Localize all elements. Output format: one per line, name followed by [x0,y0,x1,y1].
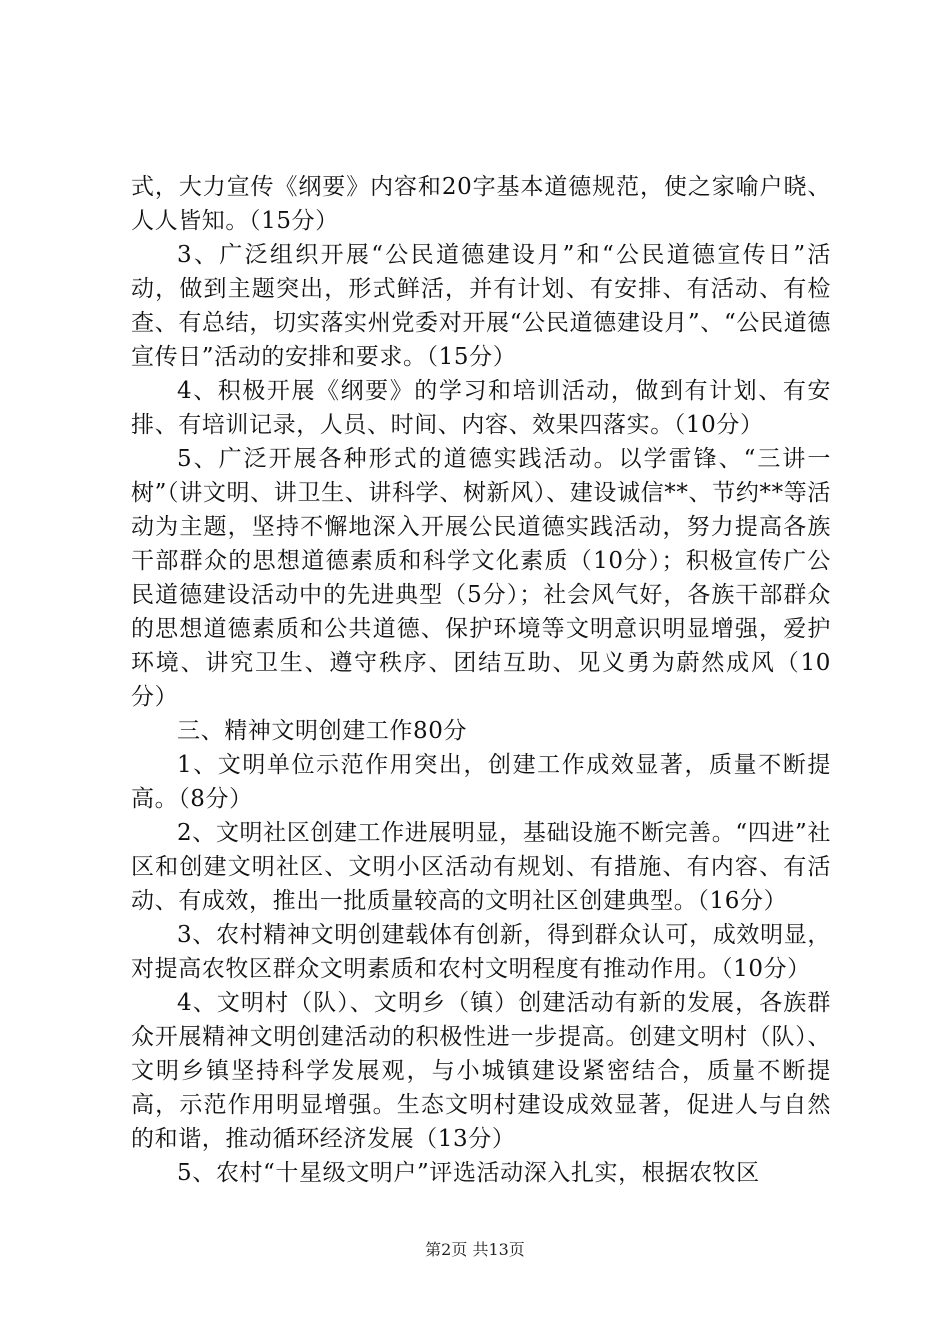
paragraph-8: 3、农村精神文明创建载体有创新，得到群众认可，成效明显，对提高农牧区群众文明素质和农村文明程度有推动作用。（10分） [131,922,831,982]
paragraph-6: 1、文明单位示范作用突出，创建工作成效显著，质量不断提高。（8分） [131,752,831,812]
paragraph-10: 5、农村“十星级文明户”评选活动深入扎实，根据农牧区 [177,1160,760,1186]
section-heading: 三、精神文明创建工作80分 [177,718,468,744]
paragraph-1: 式，大力宣传《纲要》内容和20字基本道德规范，使之家喻户晓、人人皆知。（15分） [131,174,831,234]
paragraph-3: 4、积极开展《纲要》的学习和培训活动，做到有计划、有安排、有培训记录，人员、时间、内容、效果四落实。（10分） [131,378,831,438]
page-number-footer: 第2页 共13页 [425,1240,525,1259]
paragraph-4: 5、广泛开展各种形式的道德实践活动。以学雷锋、“三讲一树”（讲文明、讲卫生、讲科学、树新风）、建设诚信**、节约**等活动为主题，坚持不懈地深入开展公民道德实践活动，努力提高各族干部群众的思想道德素质和科学文化素质（10分）；积极宣传广公民道德建设活动中的先进典型（5分）；社会风气好，各族干部群众的思想道德素质和公共道德、保护环境等文明意识明显增强，爱护环境、讲究卫生、遵守秩序、团结互助、见义勇为蔚然成风（10分） [131,446,831,710]
document-body [131,170,831,1190]
paragraph-9: 4、文明村（队）、文明乡（镇）创建活动有新的发展，各族群众开展精神文明创建活动的积极性进一步提高。创建文明村（队）、文明乡镇坚持科学发展观，与小城镇建设紧密结合，质量不断提高，示范作用明显增强。生态文明村建设成效显著，促进人与自然的和谐，推动循环经济发展（13分） [131,990,831,1152]
paragraph-7: 2、文明社区创建工作进展明显，基础设施不断完善。“四进”社区和创建文明社区、文明小区活动有规划、有措施、有内容、有活动、有成效，推出一批质量较高的文明社区创建典型。（16分） [131,820,831,914]
paragraph-2: 3、广泛组织开展“公民道德建设月”和“公民道德宣传日”活动，做到主题突出，形式鲜活，并有计划、有安排、有活动、有检查、有总结，切实落实州党委对开展“公民道德建设月”、“公民道德宣传日”活动的安排和要求。（15分） [131,242,831,370]
